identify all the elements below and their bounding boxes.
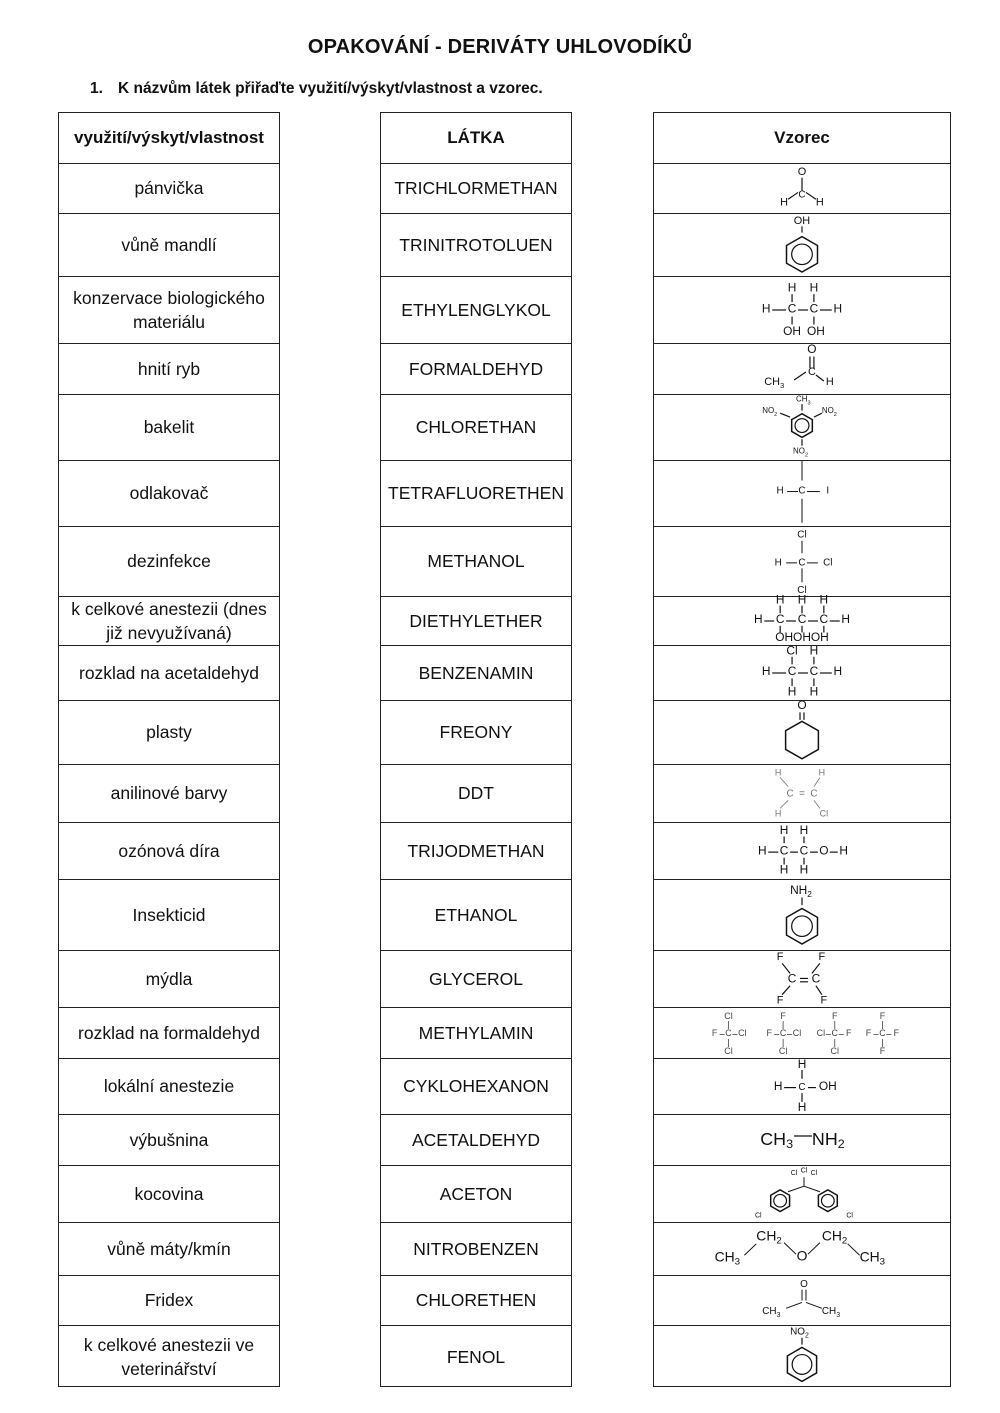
formulas-column bbox=[653, 112, 951, 1387]
formula-cell bbox=[654, 527, 950, 597]
svg-text:CH3: $CH_3$ bbox=[714, 1248, 741, 1268]
trichloromethane-structure bbox=[654, 527, 950, 596]
svg-text:F: F bbox=[780, 1011, 786, 1021]
task-number: 1. bbox=[90, 80, 103, 97]
svg-text:Cl: Cl bbox=[830, 1046, 840, 1056]
use-cell: bakelit bbox=[59, 395, 279, 461]
svg-text:H: H bbox=[774, 557, 782, 569]
substance-cell: BENZENAMIN bbox=[381, 646, 571, 701]
substance-cell: FORMALDEHYD bbox=[381, 344, 571, 395]
svg-text:Cl: Cl bbox=[823, 557, 833, 569]
formula-cell bbox=[654, 1056, 950, 1115]
svg-text:C: C bbox=[779, 843, 789, 858]
svg-text:CH3: $CH_3$ bbox=[762, 1306, 781, 1320]
svg-text:O: O bbox=[807, 342, 817, 356]
formula-cell bbox=[654, 592, 950, 646]
substance-cell: ETHYLENGLYKOL bbox=[381, 277, 571, 344]
svg-text:H: H bbox=[825, 376, 834, 388]
svg-text:H: H bbox=[815, 196, 824, 209]
use-cell: anilinové barvy bbox=[59, 765, 279, 823]
svg-text:Cl: Cl bbox=[797, 585, 807, 597]
nitrobenzene-structure bbox=[654, 1326, 950, 1388]
use-cell: dezinfekce bbox=[59, 527, 279, 597]
ethylene-glycol-structure bbox=[654, 277, 950, 343]
svg-text:I: I bbox=[826, 485, 830, 497]
cyclohexanone-structure bbox=[654, 698, 950, 764]
formaldehyde-structure bbox=[654, 164, 950, 213]
svg-text:H: H bbox=[833, 301, 843, 316]
svg-text:NO2: $NO_2$ bbox=[793, 446, 809, 459]
glycerol-structure bbox=[654, 592, 950, 645]
substance-cell: DIETHYLETHER bbox=[381, 597, 571, 646]
svg-text:H: H bbox=[797, 1056, 807, 1071]
formula-cell bbox=[654, 643, 950, 701]
svg-text:C: C bbox=[787, 664, 797, 679]
use-header: využití/výskyt/vlastnost bbox=[59, 113, 279, 164]
use-cell: lokální anestezie bbox=[59, 1059, 279, 1115]
svg-text:C: C bbox=[799, 843, 809, 858]
svg-text:Cl: Cl bbox=[816, 1028, 826, 1038]
svg-text:CH3: $CH_3$ bbox=[764, 376, 785, 390]
chloroethene-structure bbox=[654, 765, 950, 822]
svg-text:C: C bbox=[787, 971, 797, 986]
substance-cell: GLYCEROL bbox=[381, 951, 571, 1008]
ddt-structure bbox=[654, 1166, 950, 1222]
svg-text:O: O bbox=[800, 1278, 808, 1290]
use-cell: kocovina bbox=[59, 1166, 279, 1223]
use-cell: konzervace biologického materiálu bbox=[59, 277, 279, 344]
svg-text:C: C bbox=[779, 1028, 787, 1038]
tetrafluoroethene-structure bbox=[654, 951, 950, 1007]
use-cell: k celkové anestezii (dnes již nevyužívaná) bbox=[59, 597, 279, 646]
svg-text:H: H bbox=[818, 767, 826, 778]
svg-text:C: C bbox=[819, 611, 829, 626]
svg-text:Cl: Cl bbox=[724, 1011, 733, 1021]
methylamine-structure bbox=[654, 1115, 950, 1165]
svg-text:F: F bbox=[711, 1028, 718, 1038]
substance-cell: CYKLOHEXANON bbox=[381, 1059, 571, 1115]
svg-text:CH3: $CH_3$ bbox=[859, 1248, 886, 1268]
svg-text:F: F bbox=[879, 1011, 886, 1021]
svg-text:H: H bbox=[799, 862, 809, 877]
uses-column bbox=[58, 112, 280, 1387]
svg-text:F: F bbox=[776, 994, 784, 1007]
substance-cell: CHLORETHAN bbox=[381, 395, 571, 461]
use-cell: plasty bbox=[59, 701, 279, 765]
formula-cell bbox=[654, 1326, 950, 1388]
use-cell: vůně mandlí bbox=[59, 214, 279, 277]
svg-text:OH: OH bbox=[783, 324, 802, 339]
svg-text:F: F bbox=[818, 951, 826, 963]
svg-text:H: H bbox=[833, 664, 843, 679]
svg-text:C: C bbox=[786, 788, 794, 800]
substance-cell: TETRAFLUORETHEN bbox=[381, 461, 571, 527]
svg-text:C: C bbox=[797, 611, 807, 626]
svg-text:H: H bbox=[799, 823, 809, 838]
svg-text:O: O bbox=[819, 843, 829, 858]
substances-column bbox=[380, 112, 572, 1387]
formula-cell bbox=[654, 880, 950, 951]
svg-text:H: H bbox=[773, 1078, 783, 1093]
svg-text:C: C bbox=[798, 485, 806, 497]
svg-text:O: O bbox=[797, 165, 807, 178]
substance-cell: METHANOL bbox=[381, 527, 571, 597]
svg-text:NH2: $NH_2$ bbox=[790, 883, 812, 899]
use-cell: rozklad na formaldehyd bbox=[59, 1008, 279, 1059]
svg-text:H: H bbox=[779, 862, 789, 877]
formula-header bbox=[654, 113, 950, 164]
svg-text:H: H bbox=[776, 485, 784, 497]
svg-text:OH: OH bbox=[806, 324, 825, 339]
svg-text:H: H bbox=[753, 611, 763, 626]
svg-text:CH3: CH3 bbox=[760, 1129, 794, 1151]
svg-text:H: H bbox=[839, 843, 849, 858]
chloroethane-structure bbox=[654, 643, 950, 700]
svg-text:H: H bbox=[775, 592, 785, 607]
use-cell: Insekticid bbox=[59, 880, 279, 951]
task-instruction bbox=[90, 80, 543, 98]
svg-text:Cl: Cl bbox=[755, 1212, 762, 1220]
svg-text:CH3: $CH_3$ bbox=[796, 394, 811, 407]
svg-text:H: H bbox=[757, 843, 767, 858]
formula-cell bbox=[654, 395, 950, 461]
triiodomethane-structure bbox=[654, 461, 950, 526]
formula-cell bbox=[654, 1276, 950, 1326]
svg-text:Cl: Cl bbox=[778, 1046, 788, 1056]
svg-text:C: C bbox=[798, 1081, 806, 1093]
formula-cell bbox=[654, 461, 950, 527]
svg-text:C: C bbox=[879, 1028, 886, 1038]
use-cell: hnití ryb bbox=[59, 344, 279, 395]
svg-text:OH: OH bbox=[818, 1078, 837, 1093]
svg-text:Cl: Cl bbox=[819, 808, 829, 819]
formula-cell bbox=[654, 164, 950, 214]
svg-text:H: H bbox=[797, 1100, 807, 1115]
svg-text:H: H bbox=[809, 280, 819, 295]
svg-text:F: F bbox=[865, 1028, 872, 1038]
substance-cell: ACETON bbox=[381, 1166, 571, 1223]
svg-text:H: H bbox=[787, 280, 797, 295]
svg-text:H: H bbox=[787, 684, 797, 699]
acetaldehyde-structure bbox=[654, 344, 950, 394]
svg-text:C: C bbox=[725, 1028, 732, 1038]
methanol-structure bbox=[654, 1056, 950, 1115]
substance-cell: TRIJODMETHAN bbox=[381, 823, 571, 880]
formula-cell bbox=[654, 277, 950, 344]
formula-cell bbox=[654, 823, 950, 880]
svg-text:F: F bbox=[893, 1028, 900, 1038]
formula-cell bbox=[654, 951, 950, 1008]
svg-text:C: C bbox=[798, 557, 806, 569]
svg-text:F: F bbox=[879, 1046, 886, 1056]
svg-text:C: C bbox=[809, 301, 819, 316]
formula-cell bbox=[654, 214, 950, 277]
svg-text:C: C bbox=[807, 366, 816, 378]
use-cell: odlakovač bbox=[59, 461, 279, 527]
svg-text:C: C bbox=[810, 788, 818, 800]
svg-text:NO2: $NO_2$ bbox=[821, 406, 837, 419]
substance-cell: NITROBENZEN bbox=[381, 1223, 571, 1276]
svg-text:C: C bbox=[775, 611, 785, 626]
svg-text:NH2: NH2 bbox=[811, 1129, 845, 1151]
acetone-structure bbox=[654, 1276, 950, 1325]
svg-text:Cl: Cl bbox=[738, 1028, 747, 1038]
formula-header-label: Vzorec bbox=[774, 128, 830, 147]
trinitrotoluene-structure bbox=[654, 395, 950, 460]
svg-text:C: C bbox=[809, 664, 819, 679]
svg-text:NO2: $NO_2$ bbox=[790, 1326, 809, 1340]
task-text: K názvům látek přiřaďte využití/výskyt/vlastnost a vzorec. bbox=[118, 80, 543, 97]
aniline-structure bbox=[654, 880, 950, 950]
use-cell: pánvička bbox=[59, 164, 279, 214]
use-cell: výbušnina bbox=[59, 1115, 279, 1166]
svg-text:H: H bbox=[761, 301, 771, 316]
svg-text:NO2: $NO_2$ bbox=[762, 406, 778, 419]
use-cell: Fridex bbox=[59, 1276, 279, 1326]
substance-cell: FREONY bbox=[381, 701, 571, 765]
formula-cell bbox=[654, 1166, 950, 1223]
formula-cell bbox=[654, 698, 950, 765]
svg-text:H: H bbox=[809, 684, 819, 699]
substance-cell: TRICHLORMETHAN bbox=[381, 164, 571, 214]
svg-text:H: H bbox=[774, 808, 782, 819]
svg-text:C: C bbox=[787, 301, 797, 316]
svg-text:CH3: $CH_3$ bbox=[821, 1306, 841, 1320]
svg-text:Cl: Cl bbox=[792, 1028, 802, 1038]
svg-text:Cl: Cl bbox=[846, 1212, 853, 1220]
svg-text:Cl: Cl bbox=[797, 529, 807, 541]
svg-text:H: H bbox=[797, 592, 807, 607]
page-title: OPAKOVÁNÍ - DERIVÁTY UHLOVODÍKŮ bbox=[307, 36, 693, 58]
svg-text:F: F bbox=[820, 994, 828, 1007]
svg-text:=: = bbox=[799, 788, 805, 800]
svg-text:F: F bbox=[845, 1028, 852, 1038]
svg-text:OH: OH bbox=[793, 214, 811, 227]
substance-header: LÁTKA bbox=[381, 113, 571, 164]
svg-text:H: H bbox=[819, 592, 829, 607]
svg-text:F: F bbox=[832, 1011, 838, 1021]
svg-text:Cl: Cl bbox=[724, 1046, 733, 1056]
svg-text:H: H bbox=[841, 611, 851, 626]
formula-cell bbox=[654, 344, 950, 395]
svg-text:H: H bbox=[774, 767, 782, 778]
svg-text:F: F bbox=[776, 951, 784, 963]
substance-cell: DDT bbox=[381, 765, 571, 823]
diethyl-ether-structure bbox=[654, 1223, 950, 1275]
svg-text:C: C bbox=[811, 971, 821, 986]
substance-cell: FENOL bbox=[446, 1346, 506, 1367]
substance-cell: ETHANOL bbox=[381, 880, 571, 951]
phenol-structure bbox=[654, 214, 950, 276]
use-cell: vůně máty/kmín bbox=[59, 1223, 279, 1276]
use-cell: mýdla bbox=[59, 951, 279, 1008]
svg-text:Cl: Cl bbox=[810, 1169, 818, 1177]
substance-cell: CHLORETHEN bbox=[381, 1276, 571, 1326]
substance-cell: ACETALDEHYD bbox=[381, 1115, 571, 1166]
svg-text:O: O bbox=[797, 698, 807, 713]
svg-text:H: H bbox=[780, 196, 789, 209]
substance-cell: TRINITROTOLUEN bbox=[381, 214, 571, 277]
svg-text:CH2: $CH_2$ bbox=[756, 1227, 782, 1247]
formula-cell bbox=[654, 1008, 950, 1059]
svg-text:C: C bbox=[831, 1028, 839, 1038]
formula-cell bbox=[654, 1223, 950, 1276]
svg-text:Cl: Cl bbox=[790, 1169, 798, 1177]
use-cell: k celkové anestezii ve veterinářství bbox=[83, 1334, 255, 1379]
use-cell: rozklad na acetaldehyd bbox=[59, 646, 279, 701]
svg-text:C: C bbox=[798, 189, 806, 201]
formula-cell bbox=[654, 1115, 950, 1166]
svg-text:H: H bbox=[761, 664, 771, 679]
svg-text:OHOHOH: OHOHOH bbox=[775, 630, 829, 645]
svg-text:O: O bbox=[796, 1247, 808, 1264]
svg-text:CH2: $CH_2$ bbox=[821, 1227, 848, 1247]
freons-structure bbox=[654, 1008, 950, 1058]
svg-text:H: H bbox=[779, 823, 789, 838]
formula-cell bbox=[654, 765, 950, 823]
svg-text:F: F bbox=[766, 1028, 772, 1038]
svg-text:Cl: Cl bbox=[786, 643, 798, 658]
substance-cell: METHYLAMIN bbox=[381, 1008, 571, 1059]
svg-text:H: H bbox=[809, 643, 819, 658]
use-cell: ozónová díra bbox=[59, 823, 279, 880]
ethanol-structure bbox=[654, 823, 950, 879]
svg-text:Cl: Cl bbox=[800, 1167, 808, 1175]
